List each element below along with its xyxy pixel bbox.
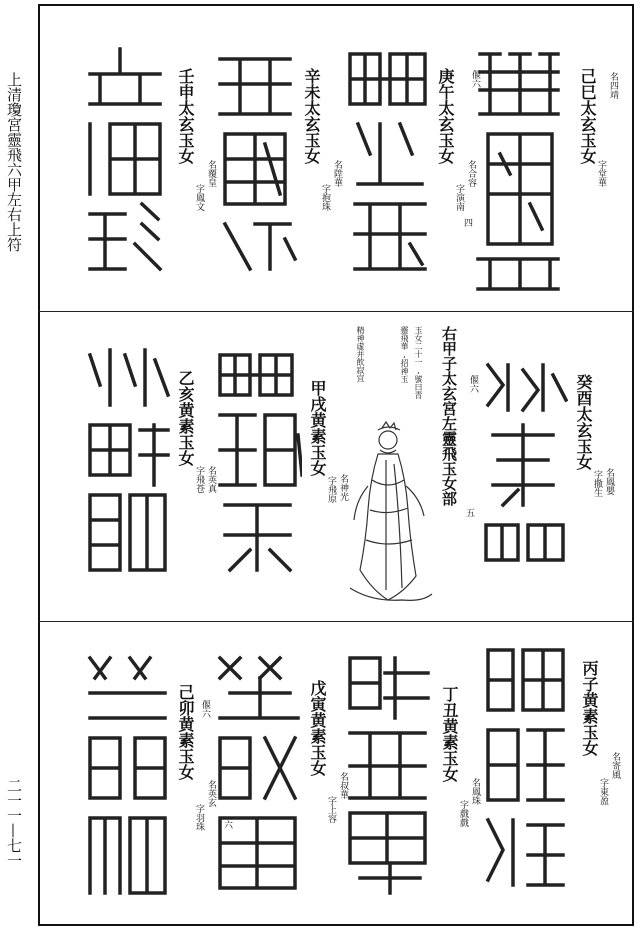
entry-mark: 四 — [462, 218, 472, 227]
figure-caption: 玉女二十一,號曰青 — [414, 326, 423, 399]
talisman-glyph — [210, 648, 302, 898]
entry-style: 字撒生 — [592, 470, 602, 497]
entry-mark: 偃六 — [470, 70, 480, 88]
entry-style: 字東盈 — [598, 778, 608, 805]
entry-name: 名英真 — [206, 466, 216, 493]
entry-title: 己巳太玄玉女 — [578, 68, 597, 164]
entry-title: 辛未太玄玉女 — [302, 68, 321, 164]
entry-name: 名陞華 — [332, 160, 342, 187]
talisman-glyph — [478, 355, 568, 565]
entry-name: 名神光 — [338, 474, 348, 501]
entry-title: 戊寅黄素玉女 — [308, 680, 327, 776]
entry-style: 字羽珠 — [194, 804, 204, 831]
talisman-glyph — [80, 648, 172, 898]
entry-style: 字鳳文 — [194, 184, 204, 211]
talisman-glyph — [80, 345, 172, 575]
entry-name: 名英玄 — [206, 780, 216, 807]
entry-title: 甲戌黄素玉女 — [308, 380, 327, 476]
entry-name: 名合容 — [466, 160, 476, 187]
entry-style: 字上容 — [326, 796, 336, 823]
talisman-glyph — [210, 345, 302, 575]
entry-name: 名四靖 — [608, 72, 618, 99]
entry-title: 壬申太玄玉女 — [176, 68, 195, 164]
entry-title: 己卯黄素玉女 — [176, 684, 195, 780]
talisman-glyph — [210, 44, 300, 274]
section-heading: 右甲子太玄宮左靈飛玉女部 — [440, 326, 458, 506]
entry-mark: 六 — [222, 820, 232, 829]
figure-caption: 靈飛華,招神玉 — [400, 326, 409, 383]
entry-style: 字飛苍 — [194, 466, 204, 493]
heading-mark: 五 — [464, 508, 474, 517]
book-title: 上清瓊宮靈飛六甲左右上符 — [5, 72, 23, 252]
entry-name: 名鳳珠 — [470, 778, 480, 805]
entry-title: 丁丑黄素玉女 — [440, 686, 459, 782]
panel-divider — [38, 621, 634, 622]
page-number: 二一一—七一 — [5, 778, 23, 868]
panel-divider — [38, 311, 634, 312]
talisman-glyph — [80, 44, 170, 274]
jade-maiden-illustration — [342, 420, 434, 610]
entry-style: 字堂華 — [596, 160, 606, 187]
heading-mark: 偃六 — [468, 375, 478, 393]
entry-title: 丙子黄素玉女 — [580, 660, 599, 756]
entry-name: 名叔華 — [338, 772, 348, 799]
talisman-glyph — [340, 648, 432, 898]
entry-name: 名鳳嬰 — [604, 468, 614, 495]
talisman-glyph — [340, 44, 432, 274]
entry-title: 乙亥黄素玉女 — [176, 370, 195, 466]
entry-name: 名覆皇 — [206, 160, 216, 187]
entry-name: 名寄風 — [610, 752, 620, 779]
talisman-glyph — [478, 640, 570, 890]
entry-style: 字戲戲 — [458, 800, 468, 827]
entry-style: 字演南 — [454, 184, 464, 211]
entry-style: 字抱珠 — [320, 184, 330, 211]
talisman-glyph — [470, 44, 562, 294]
entry-mark: 偃六 — [200, 700, 210, 718]
entry-title: 癸酉太玄玉女 — [574, 374, 593, 470]
entry-title: 庚午太玄玉女 — [436, 68, 455, 164]
entry-style: 字飛原 — [326, 476, 336, 503]
figure-caption: 精神虛并飲寂宜 — [356, 326, 365, 382]
